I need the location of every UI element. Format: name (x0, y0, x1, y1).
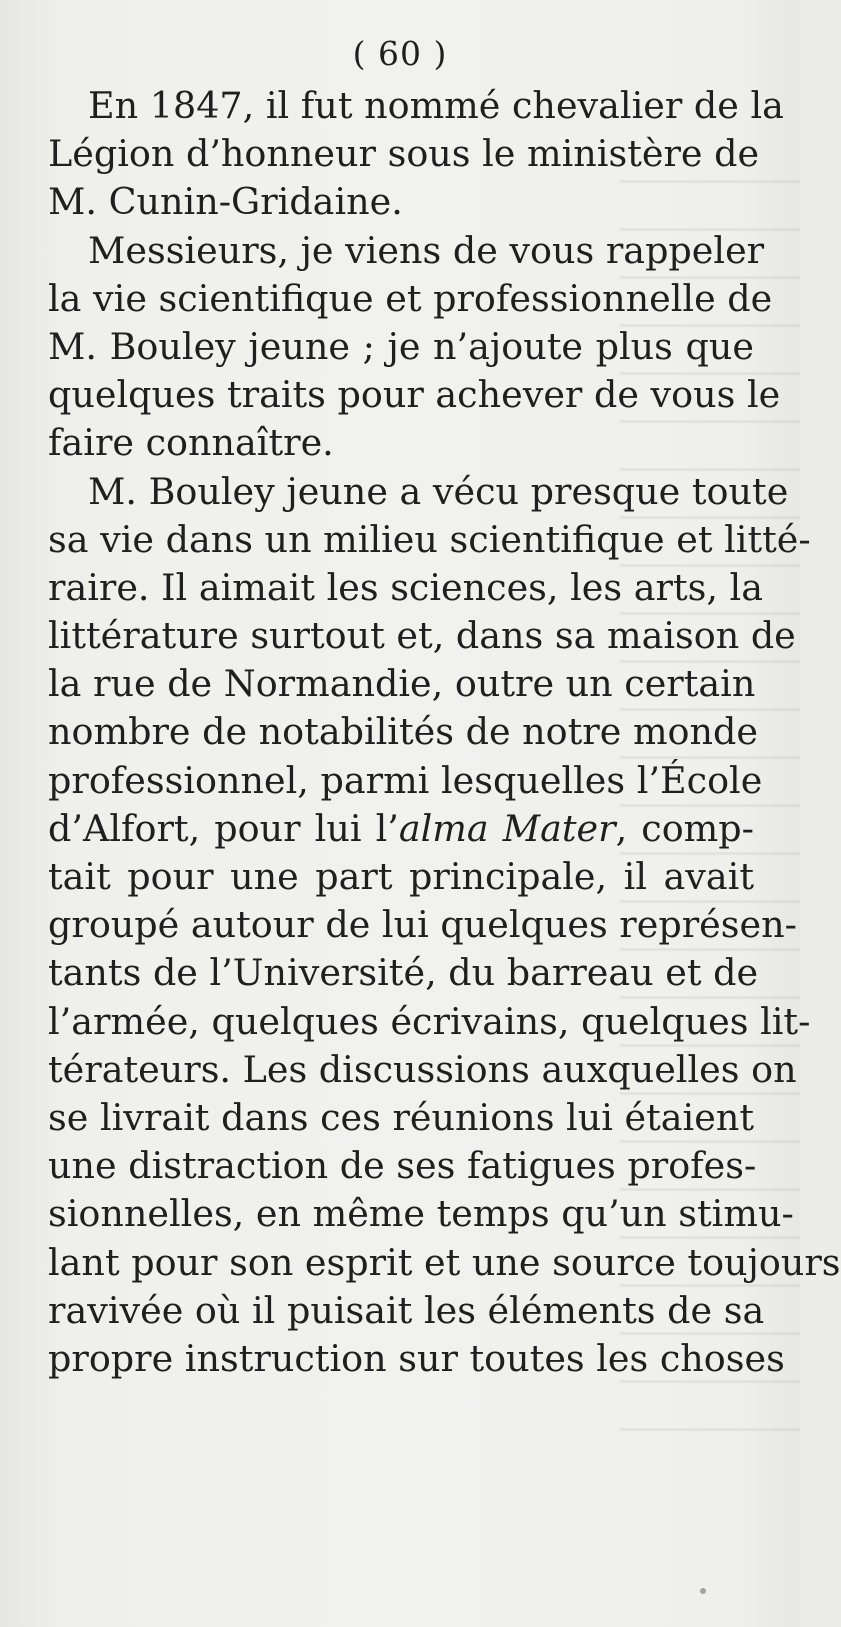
text-line (48, 805, 754, 853)
text-line: la vie scientifique et professionnelle de (48, 276, 773, 320)
text-line: une distraction de ses fatigues profes- (48, 1144, 757, 1188)
text-line: lant pour son esprit et une source toujours (48, 1240, 841, 1284)
text-line: la rue de Normandie, outre un certain (48, 662, 756, 706)
text-line: térateurs. Les discussions auxquelles on (48, 1047, 797, 1091)
text-line-segment: d’Alfort, pour lui l’ (48, 806, 399, 850)
text-line: littérature surtout et, dans sa maison de (48, 614, 796, 658)
text-line: nombre de notabilités de notre monde (48, 710, 759, 754)
text-line: sionnelles, en même temps qu’un stimu- (48, 1192, 794, 1236)
paper-speck (700, 1588, 706, 1594)
text-line: M. Cunin-Gridaine. (48, 180, 403, 224)
text-line: raire. Il aimait les sciences, les arts, la (48, 565, 763, 609)
text-line: M. Bouley jeune ; je n’ajoute plus que (48, 324, 754, 368)
text-line: l’armée, quelques écrivains, quelques lit- (48, 999, 811, 1043)
text-line: faire connaître. (48, 421, 334, 465)
text-line: tants de l’Université, du barreau et de (48, 951, 759, 995)
text-line: se livrait dans ces réunions lui étaient (48, 1095, 754, 1139)
page-number: ( 60 ) (352, 34, 448, 73)
text-line: propre instruction sur toutes les choses (48, 1336, 785, 1380)
italic-text: alma Mater (398, 806, 616, 850)
text-line: quelques traits pour achever de vous le (48, 373, 781, 417)
text-line-segment: , comp- (615, 806, 754, 850)
text-line: groupé autour de lui quelques représen- (48, 903, 797, 947)
text-line: ravivée où il puisait les éléments de sa (48, 1288, 765, 1332)
text-line: En 1847, il fut nommé chevalier de la (88, 84, 784, 127)
text-line: professionnel, parmi lesquelles l’École (48, 758, 763, 802)
body-text (48, 82, 841, 1383)
text-line: Légion d’honneur sous le ministère de (48, 132, 760, 176)
text-line: sa vie dans un milieu scientifique et litté- (48, 517, 811, 561)
text-line: tait pour une part principale, il avait (48, 855, 754, 898)
text-line: Messieurs, je viens de vous rappeler (88, 228, 765, 272)
text-line: M. Bouley jeune a vécu presque toute (88, 469, 789, 513)
